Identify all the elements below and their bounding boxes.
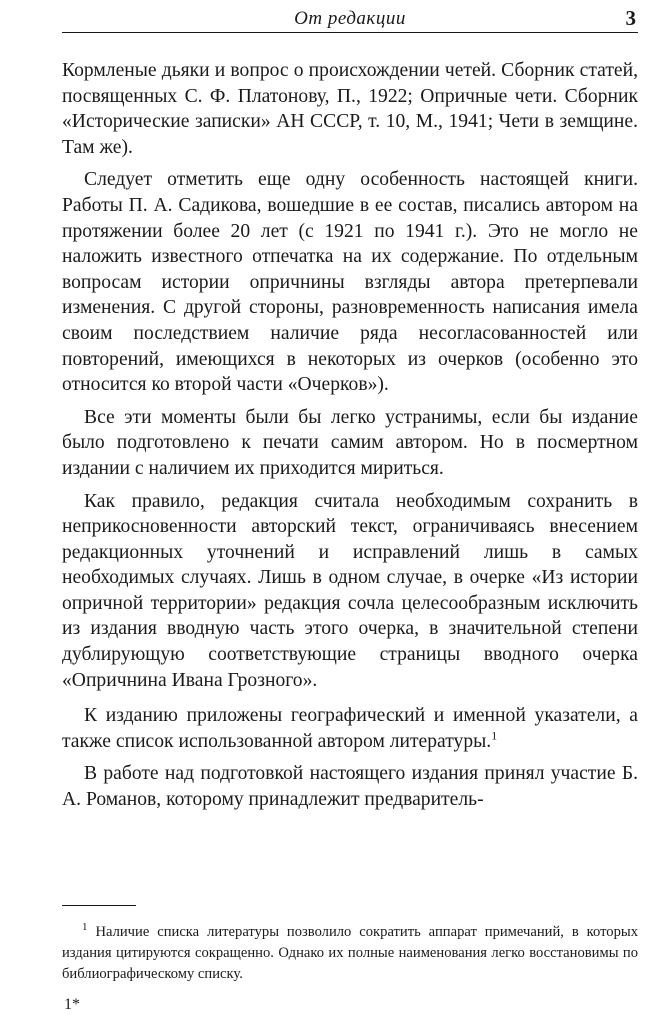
running-title: От редакции	[294, 8, 406, 29]
paragraph-posthumous-edition: Все эти моменты были бы легко устранимы, если бы издание было подготовлено к печати самим автором. Но в посмертном издании с наличием их приходится мириться.	[62, 406, 638, 479]
paragraph-romanov: В работе над подготовкой настоящего издания принял участие Б. А. Романов, которому принадлежит предваритель-	[62, 763, 638, 811]
body-text	[62, 58, 638, 813]
signature-mark: 1*	[64, 996, 80, 1013]
paragraph-indexes-text: К изданию приложены географический и именной указатели, а также список использованной автором литературы.	[62, 705, 638, 752]
paragraph-continuation: Кормленые дьяки и вопрос о происхождении четей. Сборник статей, посвященных С. Ф. Платонову, П., 1922; Опричные чети. Сборник «Исторические записки» АН СССР, т. 10, М., 1941; Чети в земщине. Там же).	[62, 60, 638, 158]
footnote	[62, 922, 638, 985]
page-number: 3	[625, 6, 636, 30]
paragraph-book-feature: Следует отметить еще одну особенность настоящей книги. Работы П. А. Садикова, вошедшие в ее состав, писались автором на протяжении более 20 лет (с 1921 по 1941 г.). Это не могло не наложить известного отпечатка на их содержание. По отдельным вопросам истории опричнины взгляды автора претерпевали изменения. С другой стороны, разновременность написания имела своим последствием наличие ряда несогласованностей или повторений, имеющихся в некоторых из очерков (особенно это относится ко второй части «Очерков»).	[62, 169, 638, 396]
paragraph-indexes	[62, 703, 638, 754]
paragraph-editorial-policy: Как правило, редакция считала необходимым сохранить в неприкосновенности авторский текст, ограничиваясь внесением редакционных уточнений и исправлений лишь в самых необходимых случаях. Лишь в одном случае, в очерке «Из истории опричной территории» редакция сочла целесообразным исключить из издания вводную часть этого очерка, в значительной степени дублирующую соответствующие страницы вводного очерка «Опричнина Ивана Грозного».	[62, 490, 638, 691]
running-head	[62, 6, 638, 33]
footnote-divider	[62, 905, 136, 906]
footnote-reference: 1	[491, 728, 498, 743]
footnote-number: 1	[82, 921, 88, 934]
footnote-text: Наличие списка литературы позволило сократить аппарат примечаний, в которых издания цитируются сокращенно. Однако их полные наименования легко восстановимы по библиографическому списку.	[62, 924, 638, 982]
